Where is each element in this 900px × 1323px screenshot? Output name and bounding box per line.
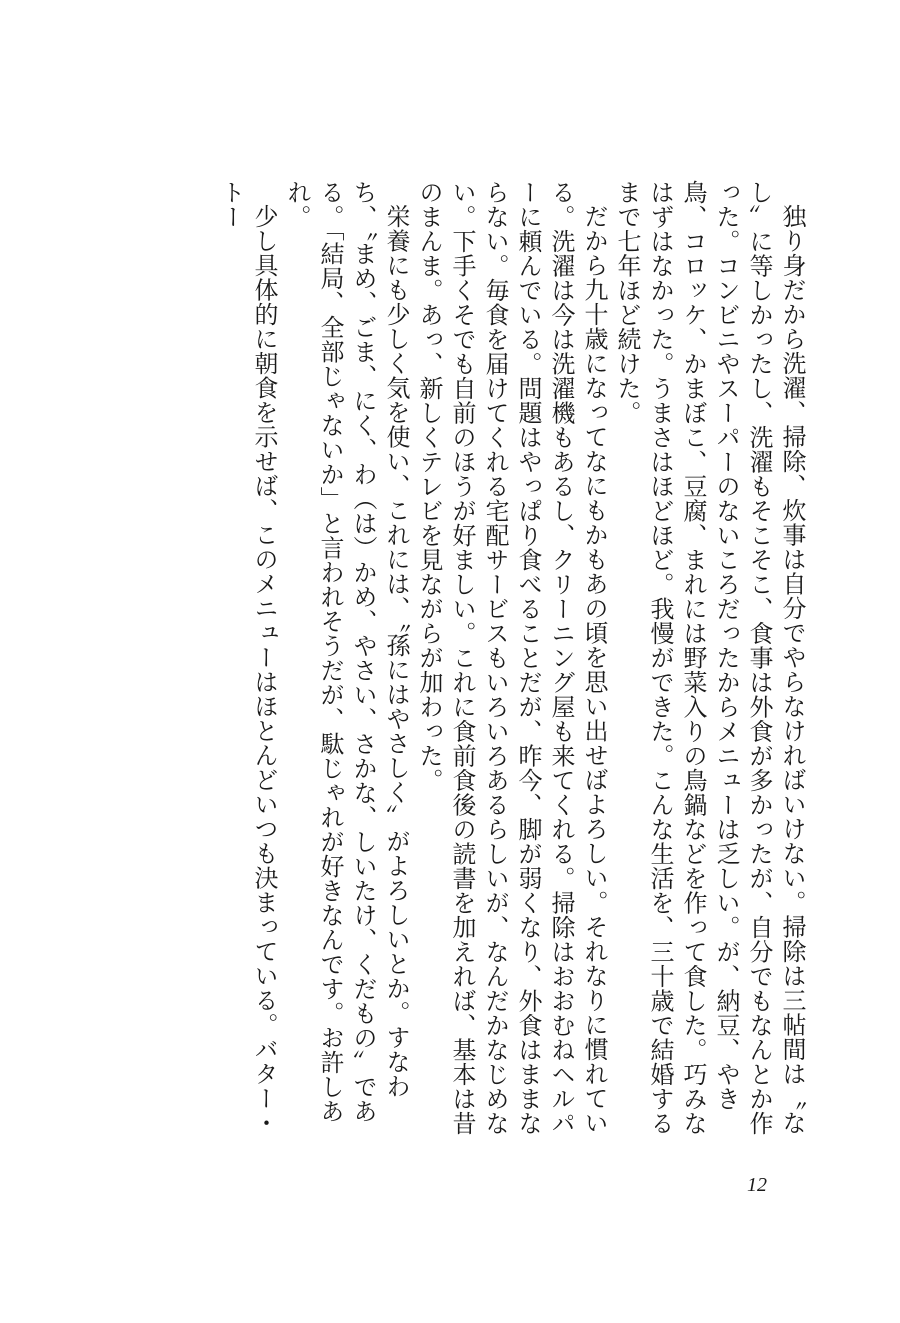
paragraph-3: 栄養にも少しく気を使い、これには、〝孫にはやさしく〟がよろしいとか。すなわち、〝まめ、ごま、にく、わ（は）かめ、やさい、さかな、しいたけ、くだもの〟である。「結局、全部じゃないか」と言われそうだが、駄じゃれが好きなんです。お許しあれ。 [283, 180, 410, 1124]
body-text [214, 180, 808, 1145]
paragraph-2: だから九十歳になってなにもかもあの頃を思い出せばよろしい。それなりに慣れている。洗濯は今は洗濯機もあるし、クリーニング屋も来てくれる。掃除はおおむねヘルパーに頼んでいる。問題はやっぱり食べることだが、昨今、脚が弱くなり、外食はままならない。毎食を届けてくれる宅配サービスもいろいろあるらしいが、なんだかなじめない。下手くそでも自前のほうが好ましい。これに食前食後の読書を加えれば、基本は昔のまんま。あっ、新しくテレビを見ながらが加わった。 [415, 180, 608, 1136]
paragraph-4: 少し具体的に朝食を示せば、このメニューはほとんどいつも決まっている。バター・トー [217, 180, 278, 1135]
page-number: 12 [747, 1174, 767, 1196]
paragraph-1: 独り身だから洗濯、掃除、炊事は自分でやらなければいけない。掃除は三帖間は〝なし〟に等しかったし、洗濯もそこそこ、食事は外食が多かったが、自分でもなんとか作った。コンビニやスーパーのないころだったからメニューは乏しい。が、納豆、やき鳥、コロッケ、かまぼこ、豆腐、まれには野菜入りの鳥鍋などを作って食した。巧みなはずはなかった。うまさはほどほど。我慢ができた。こんな生活を、三十歳で結婚するまで七年ほど続けた。 [613, 180, 806, 1136]
